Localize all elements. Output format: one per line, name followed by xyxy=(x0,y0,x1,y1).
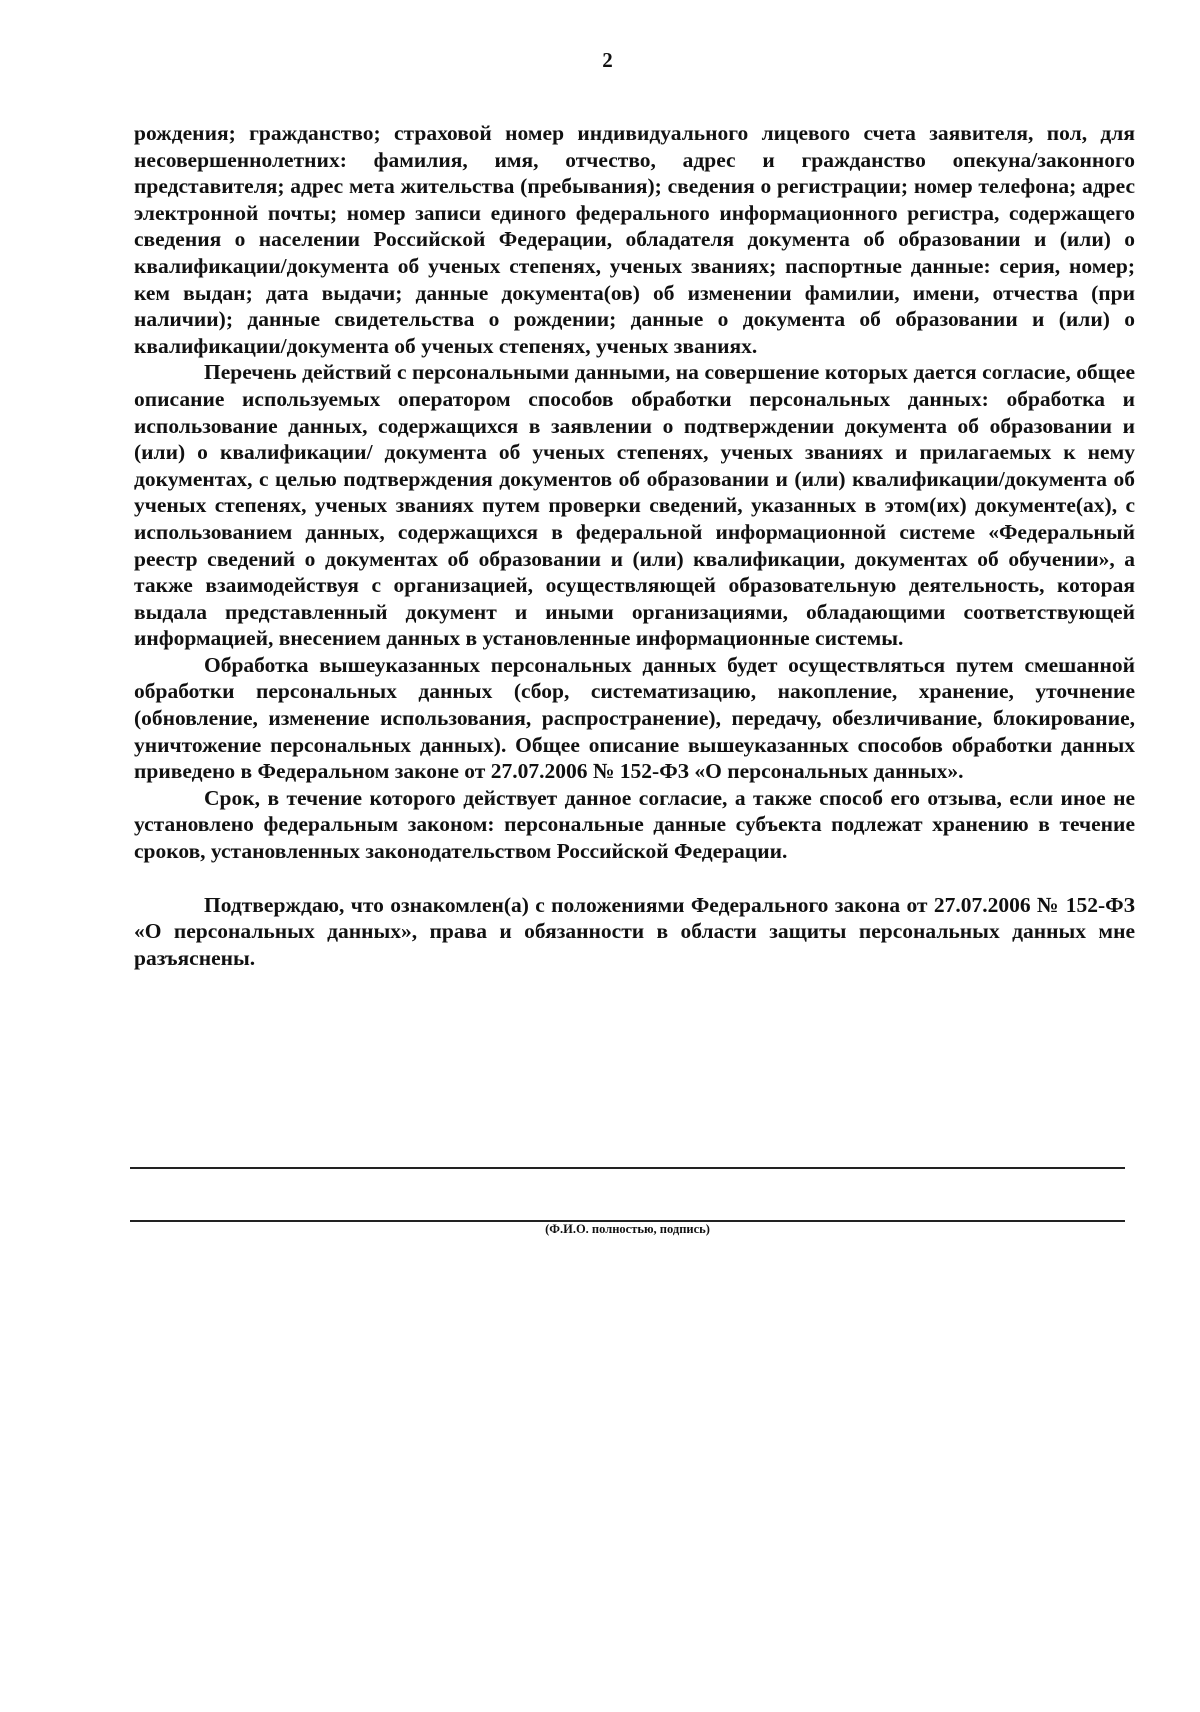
document-body xyxy=(134,120,1135,971)
signature-line-1 xyxy=(130,1167,1125,1169)
page-number: 2 xyxy=(602,48,613,72)
paragraph-processing-methods: Обработка вышеуказанных персональных данных будет осуществляться путем смешанной обработки персональных данных (сбор, систематизацию, накопление, хранение, уточнение (обновление, изменение использования, распространение), передачу, обезличивание, блокирование, уничтожение персональных данных). Общее описание вышеуказанных способов обработки данных приведено в Федеральном законе от 27.07.2006 № 152-ФЗ «О персональных данных». xyxy=(134,652,1135,784)
paragraph-consent-term: Срок, в течение которого действует данное согласие, а также способ его отзыва, если иное не установлено федеральным законом: персональные данные субъекта подлежат хранению в течение сроков, установленных законодательством Российской Федерации. xyxy=(134,785,1135,864)
signature-caption: (Ф.И.О. полностью, подпись) xyxy=(545,1222,710,1236)
paragraph-actions-list: Перечень действий с персональными данными, на совершение которых дается согласие, общее описание используемых оператором способов обработки персональных данных: обработка и использование данных, содержащихся в заявлении о подтверждении документа об образовании и (или) о квалификации/ документа об ученых степенях, ученых званиях и прилагаемых к нему документах, с целью подтверждения документов об образовании и (или) квалификации/документа об ученых степенях, ученых званиях путем проверки сведений, указанных в этом(их) документе(ах), с использованием данных, содержащихся в федеральной информационной системе «Федеральный реестр сведений о документах об образовании и (или) квалификации, документах об обучении», а также взаимодействуя с организацией, осуществляющей образовательную деятельность, которая выдала представленный документ и иными организациями, обладающими соответствующей информацией, внесением данных в установленные информационные системы. xyxy=(134,360,1135,651)
paragraph-confirmation: Подтверждаю, что ознакомлен(а) с положениями Федерального закона от 27.07.2006 № 152-ФЗ «О персональных данных», права и обязанности в области защиты персональных данных мне разъяснены. xyxy=(134,892,1135,970)
paragraph-personal-data-list: рождения; гражданство; страховой номер индивидуального лицевого счета заявителя, пол, для несовершеннолетних: фамилия, имя, отчество, адрес и гражданство опекуна/законного представителя; адрес мета жительства (пребывания); сведения о регистрации; номер телефона; адрес электронной почты; номер записи единого федерального информационного регистра, содержащего сведения о населении Российской Федерации, обладателя документа об образовании и (или) о квалификации/документа об ученых степенях, ученых званиях; паспортные данные: серия, номер; кем выдан; дата выдачи; данные документа(ов) об изменении фамилии, имени, отчества (при наличии); данные свидетельства о рождении; данные о документа об образовании и (или) о квалификации/документа об ученых степенях, ученых званиях. xyxy=(134,121,1135,358)
